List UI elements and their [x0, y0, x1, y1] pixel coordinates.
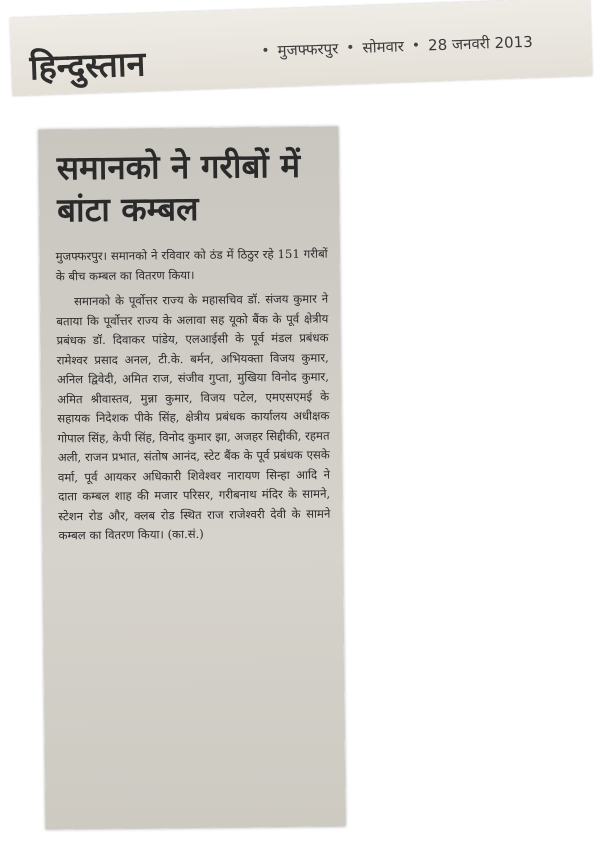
article-paragraph-2: समानको के पूर्वोत्तर राज्य के महासचिव डॉ. संजय कुमार ने बताया कि पूर्वोत्तर राज्य के अलावा सह यूको बैंक के पूर्व क्षेत्रीय प्रबंधक डॉ. दिवाकर पांडेय, एलआईसी के पूर्व मंडल प्रबंधक रामेश्वर प्रसाद अनल, टी.के. बर्मन, अभियक्ता विजय कुमार, अनिल द्विवेदी, अमित राज, संजीव गुप्ता, मुखिया विनोद कुमार, अमित श्रीवास्तव, मुन्ना कुमार, विजय पटेल, एमएसएमई के सहायक निदेशक पीके सिंह, क्षेत्रीय प्रबंधक कार्यालय अधीक्षक गोपाल सिंह, केपी सिंह, विनोद कुमार झा, अजहर सिद्दीकी, रहमत अली, राजन प्रभात, संतोष आनंद, स्टेट बैंक के पूर्व प्रबंधक एसके वर्मा, पूर्व आयकर अधिकारी शिवेश्वर नारायण सिन्हा आदि ने दाता कम्बल शाह की मजार परिसर, गरीबनाथ मंदिर के सामने, स्टेशन रोड और, क्लब रोड स्थित राज राजेश्वरी देवी के सामने कम्बल का वितरण किया। (का.सं.) — [56, 291, 331, 543]
bullet-separator: • — [261, 42, 270, 60]
article-body — [56, 245, 331, 552]
article-clipping — [38, 126, 345, 829]
article-paragraph-1: मुजफ्फरपुर। समानको ने रविवार को ठंड में ठिठुर रहे 151 गरीबों के बीच कम्बल का वितरण किया। — [55, 246, 328, 283]
masthead-date: 28 जनवरी 2013 — [427, 32, 534, 55]
bullet-separator: • — [346, 39, 355, 57]
article-headline: समानको ने गरीबों में बांटा कम्बल — [56, 145, 301, 230]
masthead-title: हिन्दुस्तान — [29, 44, 147, 89]
masthead-meta — [261, 32, 533, 61]
bullet-separator: • — [411, 37, 421, 54]
masthead-city: मुजफ्फरपुर — [277, 39, 339, 60]
masthead-strip — [10, 0, 592, 96]
masthead-day: सोमवार — [362, 37, 405, 57]
